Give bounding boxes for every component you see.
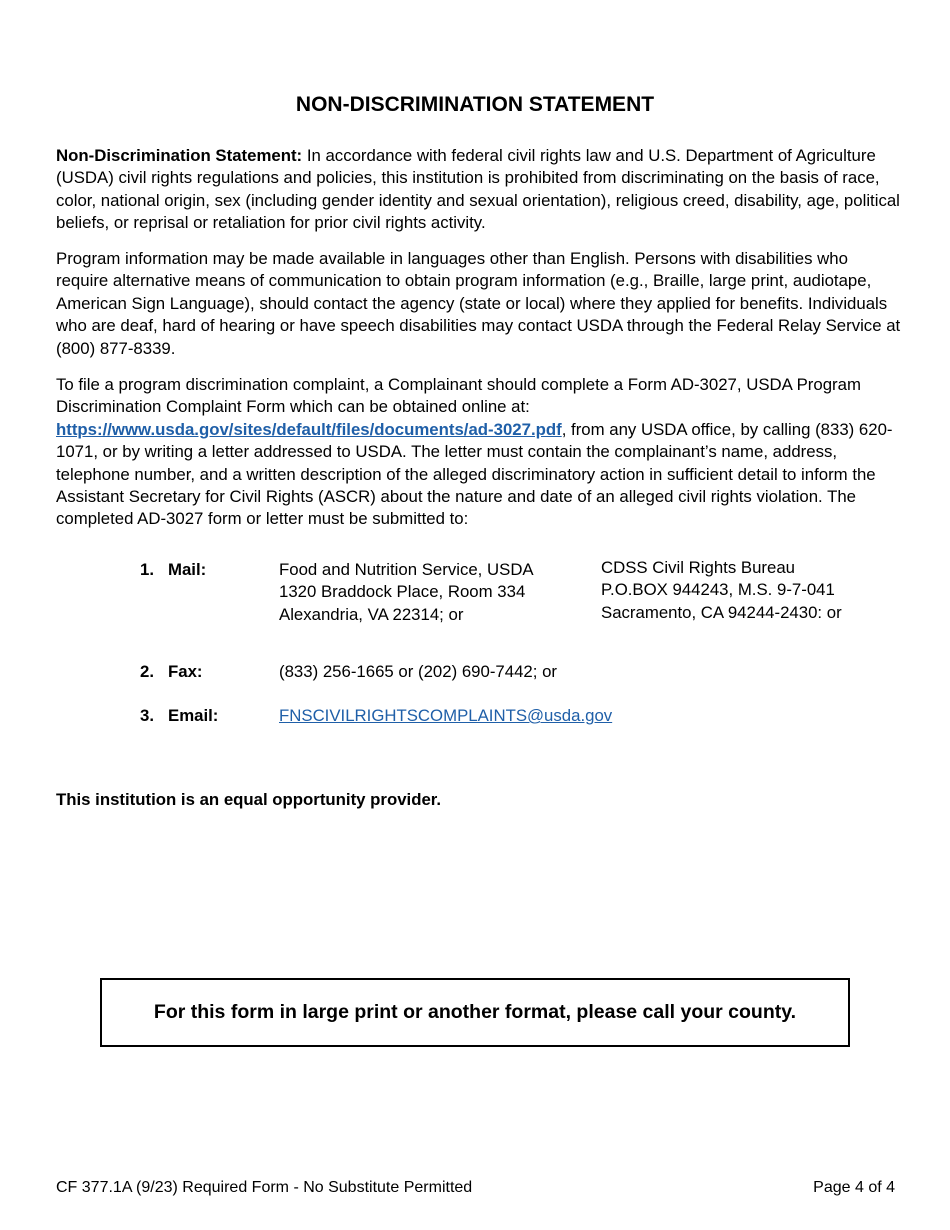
email-number: 3. xyxy=(140,706,154,725)
mail-address-cdss xyxy=(601,557,842,624)
email-value xyxy=(279,705,612,727)
equal-opportunity-statement: This institution is an equal opportunity provider. xyxy=(56,790,442,809)
fax-label: Fax: xyxy=(168,662,203,681)
program-information-paragraph: Program information may be made available in languages other than English. Persons with disabilities who require alternative means of communication to obtain program information (e.g., Braille, large print, audiotape, American Sign Language), should contact the agency (state or local) where they applied for benefits. Individuals who are deaf, hard of hearing or have speech disabilities may contact USDA through the Federal Relay Service at (800) 877-8339. xyxy=(56,249,901,358)
email-label: Email: xyxy=(168,706,219,725)
mail-label: Mail: xyxy=(168,560,207,579)
complaint-paragraph xyxy=(56,374,904,531)
fax-value: (833) 256-1665 or (202) 690-7442; or xyxy=(279,662,558,681)
footer-page-number: Page 4 of 4 xyxy=(813,1179,895,1196)
address-line: Alexandria, VA 22314; or xyxy=(279,604,464,624)
paragraph-body: In accordance with federal civil rights law and U.S. Department of Agriculture (USDA) civil rights regulations and policies, this institution is prohibited from discriminating on the basis of race, color, national origin, sex (including gender identity and sexual orientation), religious creed, disability, age, political beliefs, or reprisal or retaliation for prior civil rights activity. xyxy=(56,146,900,233)
complaints-email-link[interactable]: FNSCIVILRIGHTSCOMPLAINTS@usda.gov xyxy=(279,706,613,725)
mail-address-fns xyxy=(279,559,534,626)
large-print-notice: For this form in large print or another format, please call your county. xyxy=(153,1001,797,1023)
address-line: 1320 Braddock Place, Room 334 xyxy=(279,582,526,602)
large-print-notice-box xyxy=(100,978,850,1047)
non-discrimination-paragraph xyxy=(56,145,904,235)
address-line: P.O.BOX 944243, M.S. 9-7-041 xyxy=(601,580,835,600)
complaint-text-after: , from any USDA office, by calling (833) 620-1071, or by writing a letter addressed to USDA. The letter must contain the complainant’s name, address, telephone number, and a written description of the alleged discriminatory action in sufficient detail to inform the Assistant Secretary for Civil Rights (ASCR) about the nature and date of an alleged civil rights violation. The completed AD-3027 form or letter must be submitted to: xyxy=(56,419,893,529)
page-title: NON-DISCRIMINATION STATEMENT xyxy=(295,93,655,116)
complaint-text-before: To file a program discrimination complaint, a Complainant should complete a Form AD-3027, USDA Program Discrimination Complaint Form which can be obtained online at: xyxy=(56,375,861,417)
mail-number: 1. xyxy=(140,560,154,579)
paragraph-lead: Non-Discrimination Statement: xyxy=(56,146,303,165)
fax-number: 2. xyxy=(140,662,154,681)
ad-3027-form-link[interactable]: https://www.usda.gov/sites/default/files/documents/ad-3027.pdf xyxy=(56,419,562,439)
address-line: CDSS Civil Rights Bureau xyxy=(601,558,795,577)
footer-form-id: CF 377.1A (9/23) Required Form - No Substitute Permitted xyxy=(56,1179,473,1196)
address-line: Food and Nutrition Service, USDA xyxy=(279,560,534,579)
address-line: Sacramento, CA 94244-2430: or xyxy=(601,602,842,622)
